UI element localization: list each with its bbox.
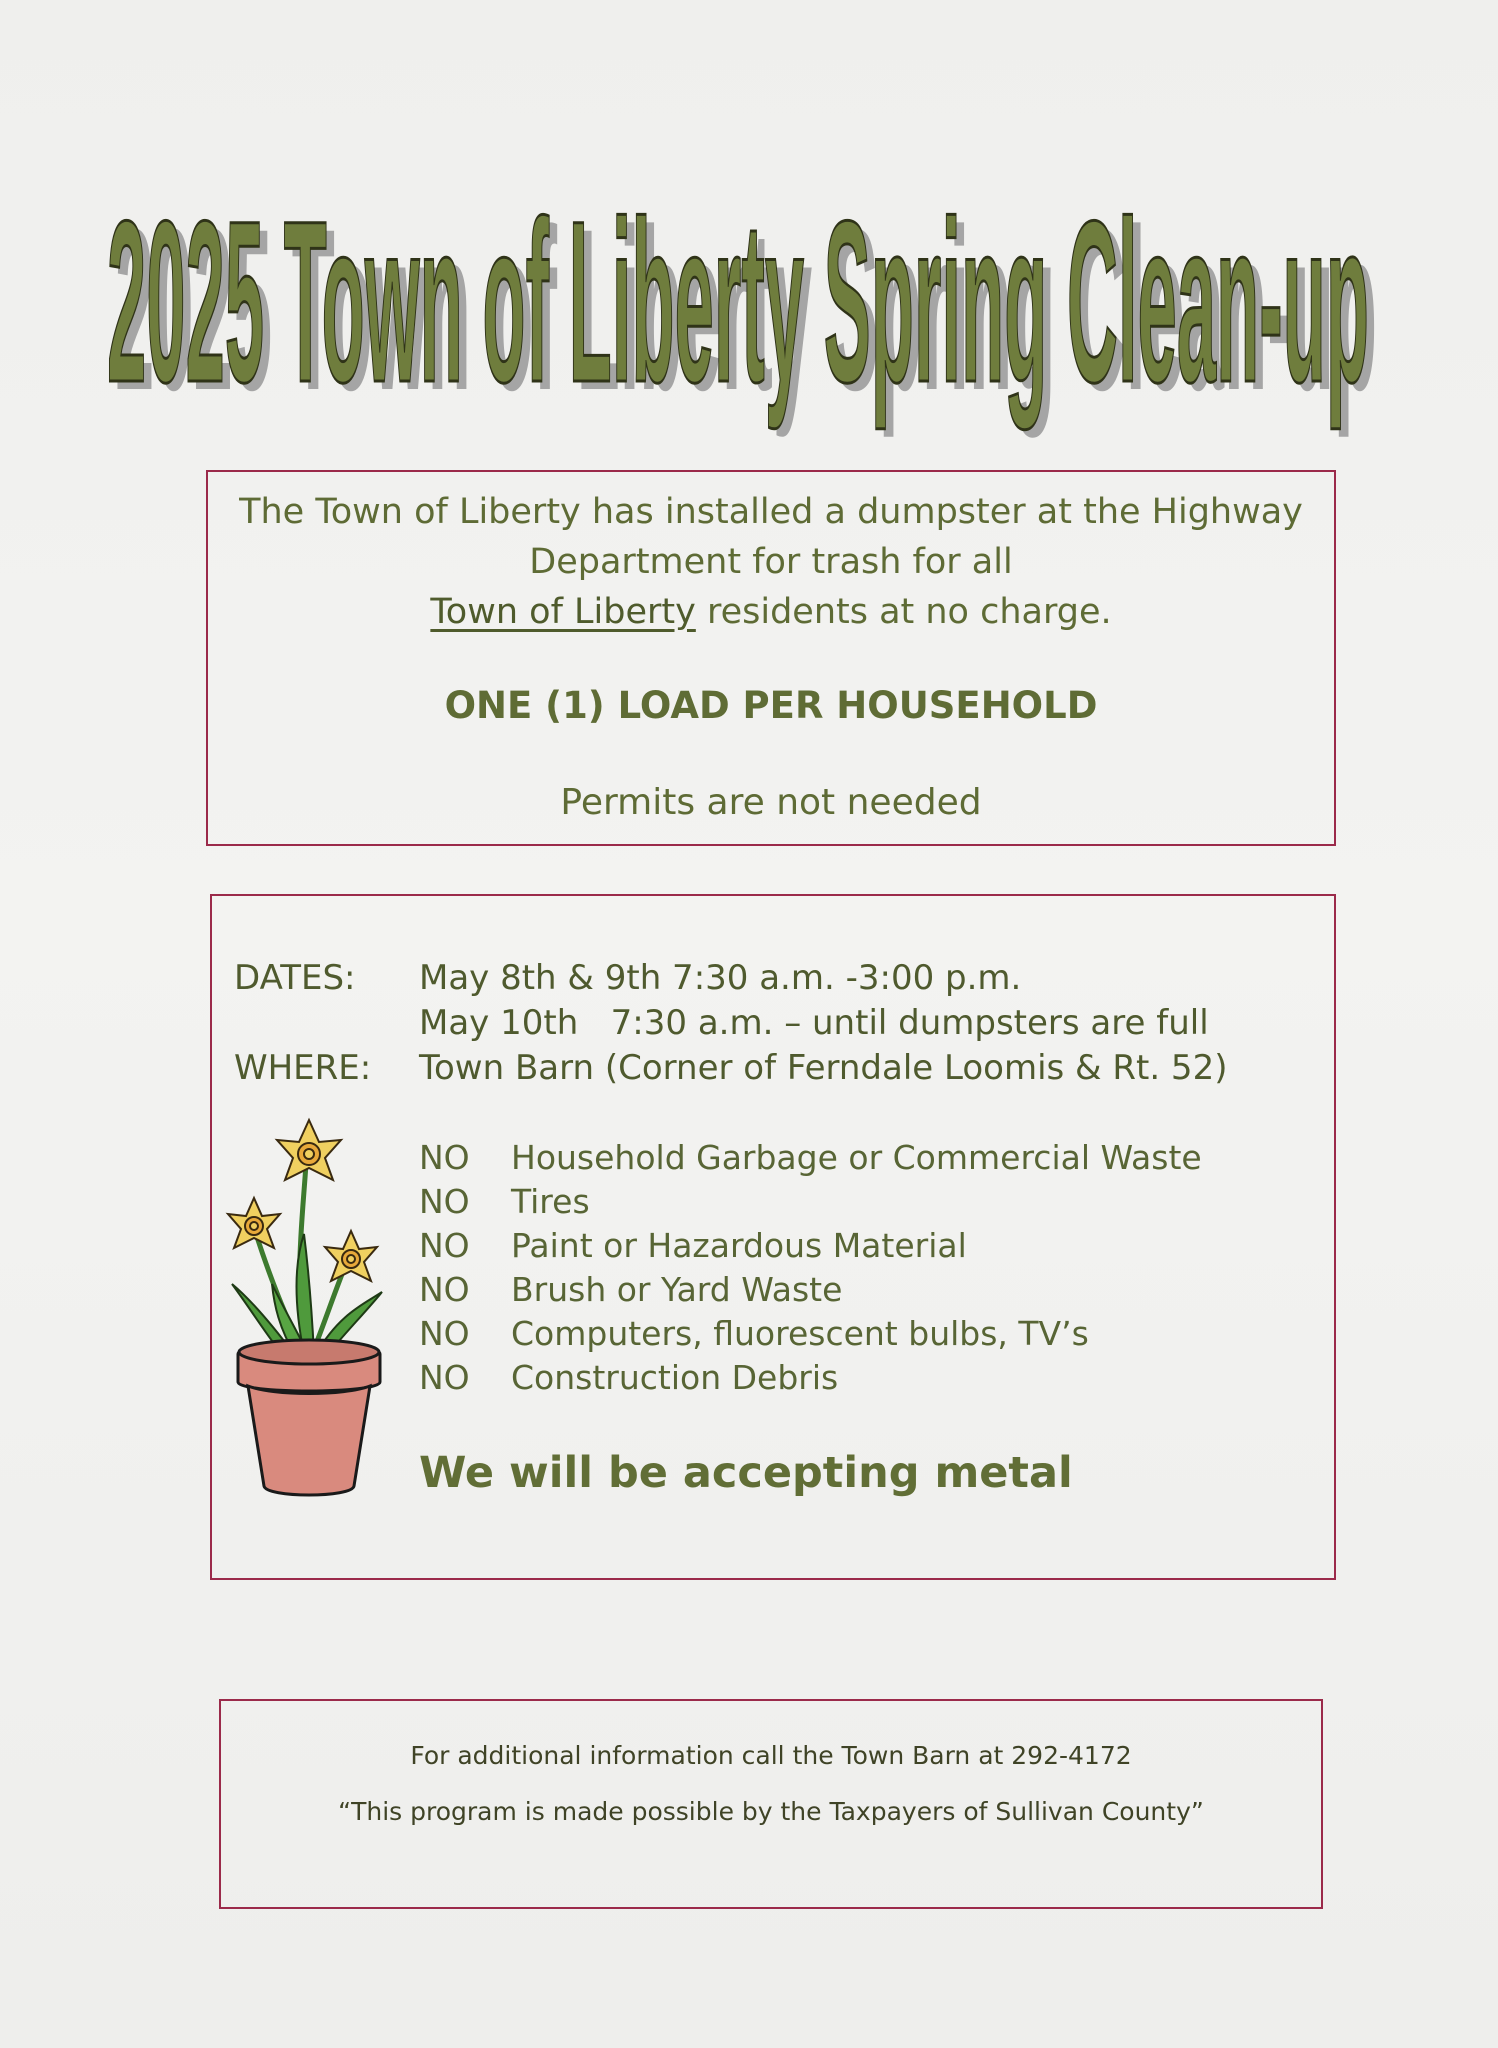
no-item-text: Paint or Hazardous Material (511, 1226, 967, 1265)
intro-line-3-rest: residents at no charge. (695, 592, 1112, 632)
dates-label: DATES: (234, 958, 356, 998)
load-per-household: ONE (1) LOAD PER HOUSEHOLD (444, 684, 1098, 727)
no-item-text: Household Garbage or Commercial Waste (511, 1138, 1202, 1177)
title-shadow: 2025 Town of Liberty Spring Clean-up (115, 181, 1377, 438)
no-item-text: Construction Debris (511, 1358, 839, 1397)
intro-line-1: The Town of Liberty has installed a dumpster at the Highway (239, 492, 1303, 532)
intro-line-3 (208, 592, 1334, 632)
title-art (80, 135, 1400, 465)
accepting-metal-note: We will be accepting metal (419, 1448, 1073, 1498)
no-label: NO (419, 1314, 470, 1353)
intro-box (206, 470, 1336, 846)
no-label: NO (419, 1226, 470, 1265)
where-value: Town Barn (Corner of Ferndale Loomis & Rt. 52) (419, 1048, 1228, 1088)
no-label: NO (419, 1270, 470, 1309)
intro-line-2: Department for trash for all (529, 542, 1013, 582)
title-text: 2025 Town of Liberty Spring Clean-up (107, 173, 1369, 430)
flyer-title (80, 135, 1400, 465)
no-item-text: Brush or Yard Waste (511, 1270, 843, 1309)
no-item-text: Computers, fluorescent bulbs, TV’s (511, 1314, 1089, 1353)
footer-box (219, 1699, 1323, 1909)
no-item-text: Tires (511, 1182, 590, 1221)
dates-line-2: May 10th 7:30 a.m. – until dumpsters are full (419, 1003, 1209, 1043)
contact-info: For additional information call the Town Barn at 292-4172 (410, 1741, 1132, 1770)
dates-line-1: May 8th & 9th 7:30 a.m. -3:00 p.m. (419, 958, 1022, 998)
where-label: WHERE: (234, 1048, 372, 1088)
permits-note: Permits are not needed (560, 782, 982, 823)
taxpayers-note: “This program is made possible by the Taxpayers of Sullivan County” (338, 1797, 1204, 1826)
underlined-town-name: Town of Liberty (430, 592, 696, 632)
no-label: NO (419, 1138, 470, 1177)
no-label: NO (419, 1358, 470, 1397)
no-label: NO (419, 1182, 470, 1221)
details-box (210, 894, 1336, 1580)
daffodil-flower-pot-icon (224, 1114, 394, 1504)
